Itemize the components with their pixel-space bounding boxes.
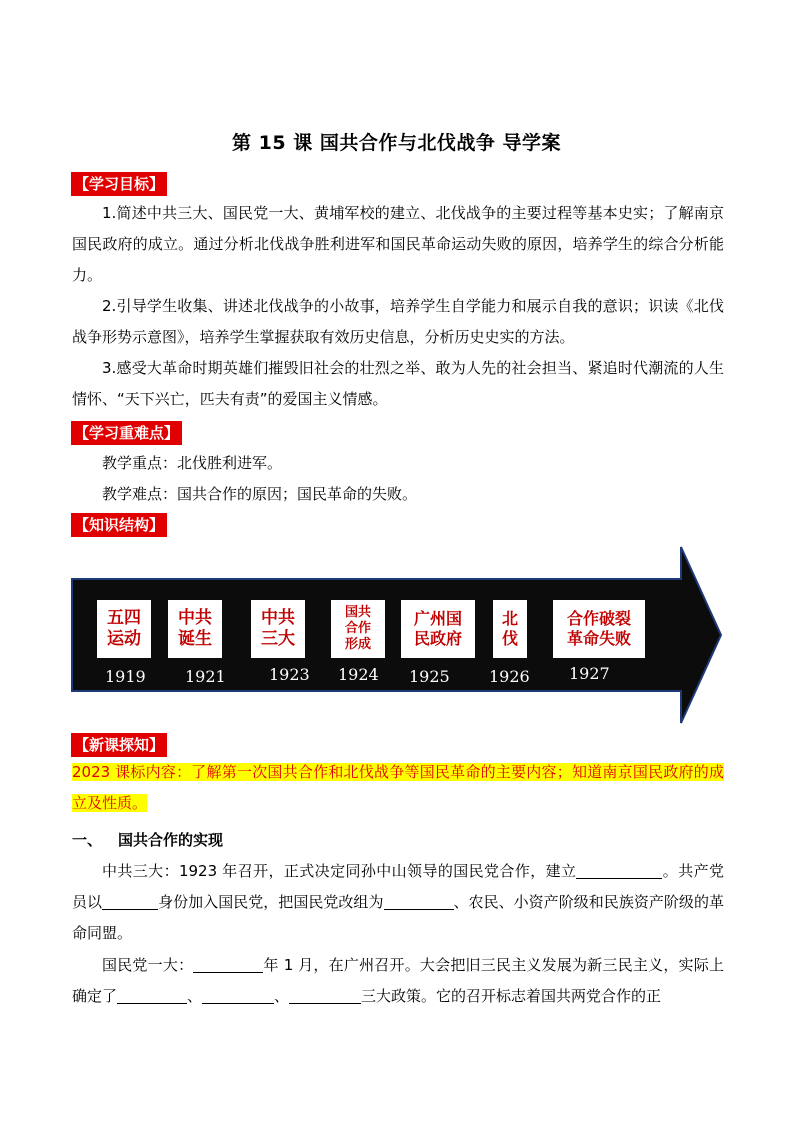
timeline-event-wusi: 五四 运动	[97, 600, 151, 658]
timeline-diagram	[71, 545, 723, 725]
timeline-event-guangzhou-government: 广州国 民政府	[401, 600, 475, 658]
p1-text-b: 。共产党员以	[72, 862, 724, 911]
timeline-event-northern-expedition: 北 伐	[493, 600, 527, 658]
fill-blank[interactable]	[576, 860, 662, 879]
objective-2: 2.引导学生收集、讲述北伐战争的小故事，培养学生自学能力和展示自我的意识；识读《北伐战争形势示意图》，培养学生掌握获取有效历史信息，分析历史史实的方法。	[72, 297, 724, 346]
newlesson-tag: 【新课探知】	[71, 733, 167, 757]
paragraph-first-congress	[72, 950, 724, 1012]
objective-3: 3.感受大革命时期英雄们摧毁旧社会的壮烈之举、敢为人先的社会担当、紧追时代潮流的人生情怀、“天下兴亡，匹夫有责”的爱国主义情感。	[72, 359, 724, 408]
timeline-event-cooperation: 国共 合作 形成	[331, 600, 385, 658]
timeline-event-revolution-failed: 合作破裂 革命失败	[553, 600, 645, 658]
fill-blank[interactable]	[193, 954, 263, 973]
fill-blank[interactable]	[384, 891, 454, 910]
fill-blank[interactable]	[202, 985, 274, 1004]
page-title: 第 15 课 国共合作与北伐战争 导学案	[232, 132, 561, 154]
timeline-year-1927: 1927	[569, 664, 610, 683]
timeline-year-1919: 1919	[105, 667, 146, 686]
teaching-focus: 教学重点：北伐胜利进军。	[102, 454, 283, 472]
timeline-event-party-founded: 中共 诞生	[168, 600, 222, 658]
p2-text-c: 、	[187, 987, 203, 1005]
timeline-event-third-congress: 中共 三大	[251, 600, 305, 658]
fill-blank[interactable]	[289, 985, 361, 1004]
paragraph-third-congress	[72, 856, 724, 949]
p2-text-b: 年 1 月，在广州召开。大会把旧三民主义发展为新三民主义，实际上确定了	[72, 956, 724, 1005]
section-number: 一、	[72, 831, 103, 849]
keypoints-tag: 【学习重难点】	[71, 421, 182, 445]
objective-1: 1.简述中共三大、国民党一大、黄埔军校的建立、北伐战争的主要过程等基本史实；了解南京国民政府的成立。通过分析北伐战争胜利进军和国民革命运动失败的原因，培养学生的综合分析能力。	[72, 204, 724, 284]
section-heading	[72, 828, 223, 852]
standard-text: 2023 课标内容：了解第一次国共合作和北伐战争等国民革命的主要内容；知道南京国民政府的成立及性质。	[72, 763, 724, 812]
teaching-difficulty: 教学难点：国共合作的原因；国民革命的失败。	[102, 485, 418, 503]
timeline-year-1923: 1923	[269, 665, 310, 684]
timeline-year-1926: 1926	[489, 667, 530, 686]
p2-text-e: 三大政策。它的召开标志着国共两党合作的正	[361, 987, 662, 1005]
p2-text-d: 、	[274, 987, 290, 1005]
objectives-tag: 【学习目标】	[71, 172, 167, 196]
p1-text-c: 身份加入国民党，把国民党改组为	[158, 893, 384, 911]
timeline-year-1924: 1924	[338, 665, 379, 684]
fill-blank[interactable]	[117, 985, 187, 1004]
p1-text-a: 中共三大：1923 年召开，正式决定同孙中山领导的国民党合作，建立	[102, 862, 577, 880]
p2-text-a: 国民党一大：	[102, 956, 194, 974]
structure-tag: 【知识结构】	[71, 513, 167, 537]
section-title: 国共合作的实现	[118, 831, 224, 849]
curriculum-standard	[72, 757, 724, 819]
fill-blank[interactable]	[102, 891, 158, 910]
timeline-year-1921: 1921	[185, 667, 226, 686]
p1-text-d: 、农民、小资产阶级和民族资产阶级的革命同盟。	[72, 893, 724, 942]
timeline-year-1925: 1925	[409, 667, 450, 686]
